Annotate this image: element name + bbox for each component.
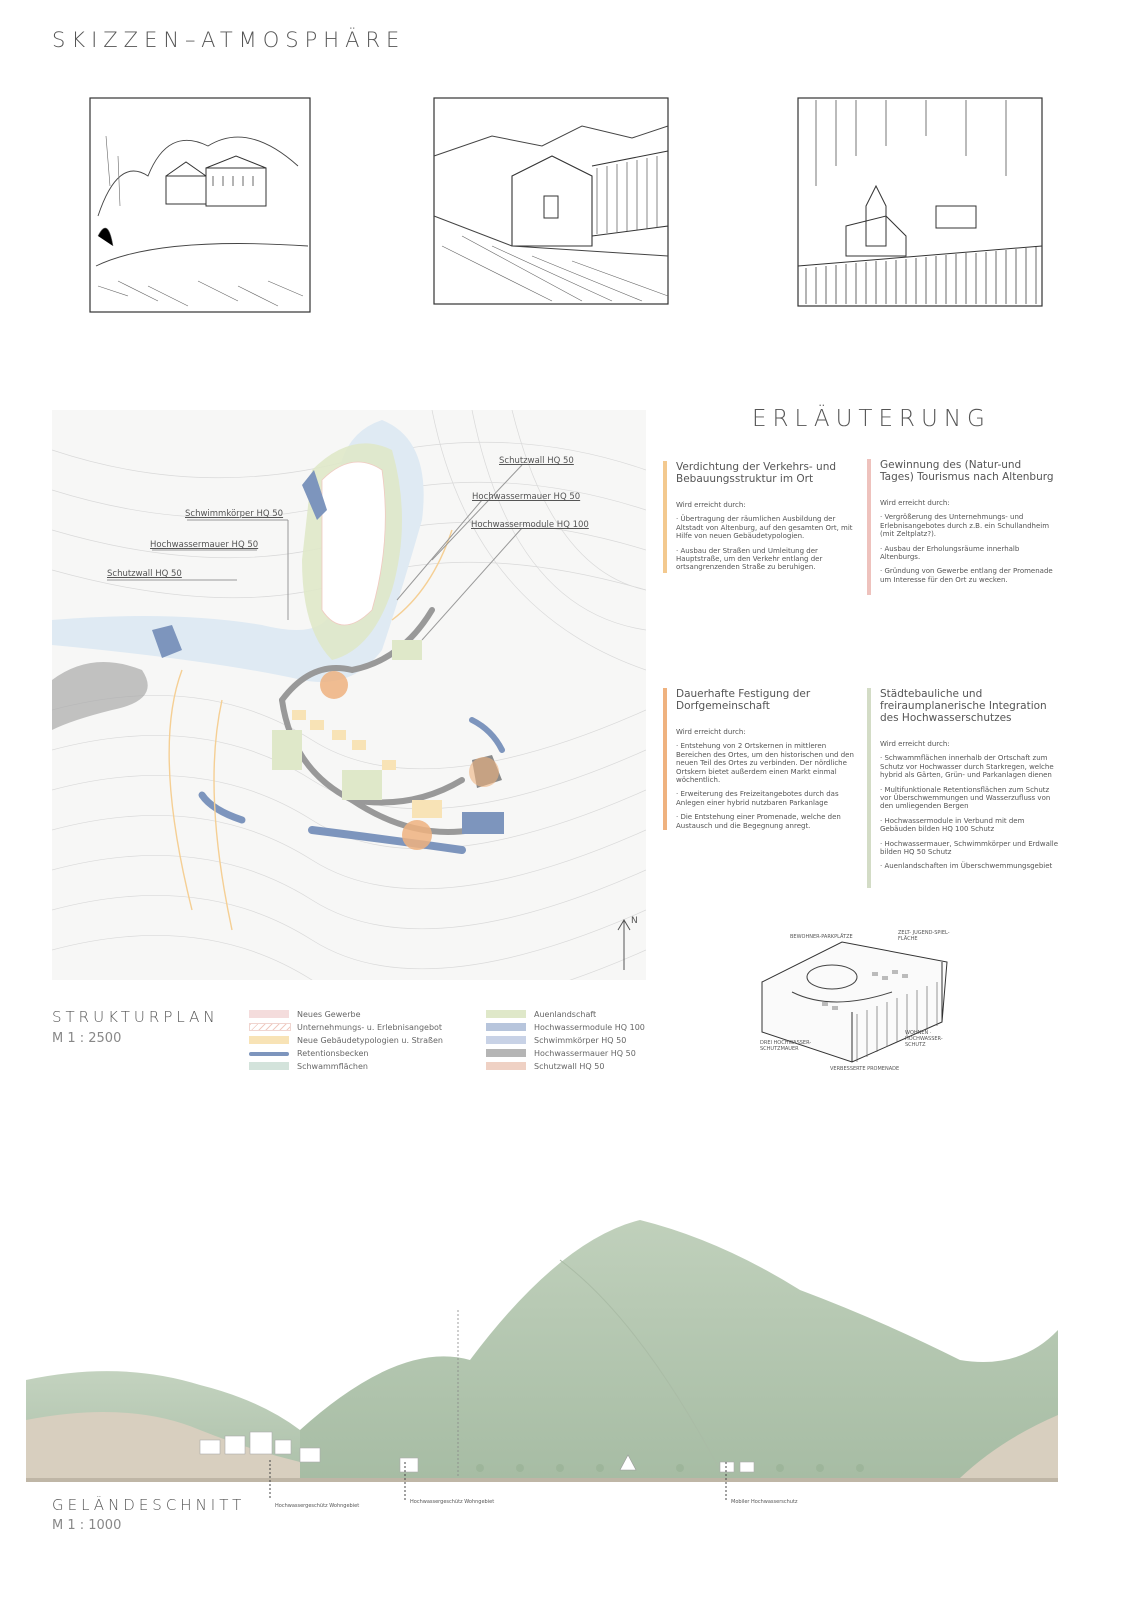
panel-item: · Auenlandschaften im Überschwemmungsgebiet <box>880 862 1053 871</box>
panel-intro: Wird erreicht durch: <box>880 740 950 748</box>
legend-swatch <box>486 1049 526 1057</box>
panel-item: · Multifunktionale Retentionsflächen zum Schutz vor Überschwemmungen und Wasserzufluss von den umliegenden Bergen <box>880 785 1051 811</box>
panel-bar-flood-protection <box>867 688 871 888</box>
panel-intro: Wird erreicht durch: <box>676 501 746 509</box>
legend-label: Unternehmungs- u. Erlebnisangebot <box>297 1023 443 1032</box>
panel-body <box>880 740 1060 871</box>
panel-intro: Wird erreicht durch: <box>880 499 950 507</box>
sketch-section-title: SKIZZEN–ATMOSPHÄRE <box>52 28 406 52</box>
legend-label: Auenlandschaft <box>534 1010 597 1019</box>
axo-note-parking: BEWOHNER-PARKPLÄTZE <box>790 934 853 940</box>
legend-label: Schwimmkörper HQ 50 <box>534 1036 627 1045</box>
legend-swatch <box>249 1052 289 1056</box>
panel-title: Gewinnung des (Natur-und Tages) Tourismus nach Altenburg <box>880 459 1054 483</box>
panel-item: · Übertragung der räumlichen Ausbildung der Altstadt von Altenburg, auf den gesamten Ort, mit Hilfe von neuen Gebäudetypologien. <box>676 515 853 541</box>
axo-note-wall: DREI HOCHWASSER-SCHUTZMAUER <box>760 1040 812 1052</box>
legend-swatch <box>249 1010 289 1018</box>
axo-note-promenade: VERBESSERTE PROMENADE <box>830 1066 900 1072</box>
explanation-panel-flood-protection <box>880 688 1060 877</box>
section-marker: Hochwassergeschütz Wohngebiet <box>275 1503 360 1509</box>
structure-plan-title: STRUKTURPLAN <box>52 1008 219 1026</box>
map-label-hochwassermauer-west: Hochwassermauer HQ 50 <box>150 540 259 550</box>
structure-plan-scale: M 1 : 2500 <box>52 1031 122 1046</box>
map-label-schutzwall-west: Schutzwall HQ 50 <box>107 569 182 579</box>
panel-item: · Die Entstehung einer Promenade, welche den Austausch und die Begegnung anregt. <box>676 813 841 830</box>
explanation-title: ERLÄUTERUNG <box>752 406 991 432</box>
panel-item: · Ausbau der Straßen und Umleitung der Hauptstraße, um den Verkehr entlang der ortsangrenzenden Straße zu beruhigen. <box>676 546 823 572</box>
panel-body <box>880 499 1058 584</box>
panel-item: · Gründung von Gewerbe entlang der Promenade um Interesse für den Ort zu wecken. <box>880 567 1053 584</box>
legend-label: Schutzwall HQ 50 <box>534 1062 605 1071</box>
axo-note-camp: ZELT- JUGEND-SPIEL-FLÄCHE <box>898 930 950 942</box>
panel-title: Verdichtung der Verkehrs- und Bebauungsstruktur im Ort <box>676 461 837 485</box>
legend-swatch <box>486 1023 526 1031</box>
explanation-panel-traffic <box>676 461 854 578</box>
legend-label: Neue Gebäudetypologien u. Straßen <box>297 1036 444 1045</box>
panel-item: · Hochwassermodule in Verbund mit dem Gebäuden bilden HQ 100 Schutz <box>880 816 1025 834</box>
legend-swatch <box>486 1036 526 1044</box>
section-scale: M 1 : 1000 <box>52 1518 122 1533</box>
legend-swatch <box>249 1062 289 1070</box>
north-arrow-label: N <box>631 916 638 926</box>
panel-body <box>676 501 854 572</box>
panel-item: · Entstehung von 2 Ortskernen in mittleren Bereichen des Ortes, um den historischen und den neuen Teil des Ortes zu verbinden. Der nördliche Ortskern bietet außerdem einen Markt einmal wöchentlich. <box>676 742 854 785</box>
panel-item: · Hochwassermauer, Schwimmkörper und Erdwalle bilden HQ 50 Schutz <box>880 839 1059 857</box>
panel-body <box>676 728 854 830</box>
panel-bar-community <box>663 688 667 830</box>
map-label-schwimmkoerper: Schwimmkörper HQ 50 <box>185 509 284 519</box>
sketch-village-view <box>88 96 314 318</box>
panel-bar-traffic <box>663 461 667 573</box>
legend-label: Schwammflächen <box>297 1062 368 1071</box>
legend-swatch <box>486 1010 526 1018</box>
terrain-section-drawing <box>0 1200 1140 1500</box>
panel-item: · Schwammflächen innerhalb der Ortschaft zum Schutz vor Hochwasser durch Starkregen, welche hybrid als Gärten, Grün- und Parkanlagen dienen <box>880 754 1054 780</box>
section-marker: Hochwassergeschütz Wohngebiet <box>410 1499 495 1505</box>
explanation-panel-tourism <box>880 459 1058 590</box>
legend-label: Retentionsbecken <box>297 1049 369 1058</box>
panel-intro: Wird erreicht durch: <box>676 728 746 736</box>
axo-note-living: WOHNEN · HOCHWASSER-SCHUTZ <box>905 1030 943 1048</box>
panel-item: · Erweiterung des Freizeitangebotes durch das Anlegen einer hybrid nutzbaren Parkanlage <box>676 790 839 807</box>
panel-item: · Vergrößerung des Unternehmungs- und Erlebnisangebotes durch z.B. ein Schullandheim (mit Zeltplatz?). <box>880 513 1050 539</box>
legend-swatch <box>249 1036 289 1044</box>
sketch-street-view <box>432 96 672 308</box>
legend-label: Hochwassermodule HQ 100 <box>534 1023 645 1032</box>
map-label-hochwassermauer-east: Hochwassermauer HQ 50 <box>472 492 581 502</box>
legend-swatch <box>486 1062 526 1070</box>
panel-title: Städtebauliche und freiraumplanerische Integration des Hochwasserschutzes <box>880 688 1047 724</box>
section-title: GELÄNDESCHNITT <box>52 1496 246 1514</box>
section-marker: Mobiler Hochwasserschutz <box>731 1499 798 1505</box>
legend-swatch <box>249 1023 291 1031</box>
legend-label: Hochwassermauer HQ 50 <box>534 1049 636 1058</box>
panel-bar-tourism <box>867 459 871 595</box>
explanation-panel-community <box>676 688 854 836</box>
legend-label: Neues Gewerbe <box>297 1010 361 1019</box>
panel-title: Dauerhafte Festigung der Dorfgemeinschaft <box>676 688 811 712</box>
sketch-church-view <box>796 96 1044 310</box>
panel-item: · Ausbau der Erholungsräume innerhalb Altenburgs. <box>880 544 1020 562</box>
map-label-schutzwall-east: Schutzwall HQ 50 <box>499 456 574 466</box>
map-label-hochwassermodule: Hochwassermodule HQ 100 <box>471 520 589 530</box>
